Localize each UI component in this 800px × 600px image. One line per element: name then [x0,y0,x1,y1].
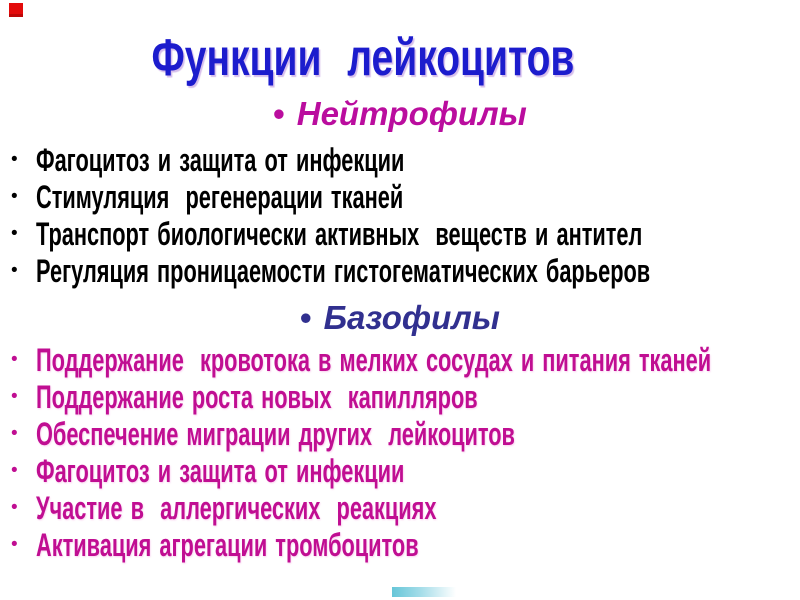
watermark-bar [392,587,456,597]
bullet-icon: • [11,534,18,555]
list-item-text: Поддержание роста новых капилляров [36,378,478,415]
slide-title [0,29,726,87]
list-item-text: Регуляция проницаемости гистогематических барьеров [36,252,651,289]
bullet-icon: • [273,95,285,132]
list-item-text: Транспорт биологически активных веществ и антител [36,215,643,252]
section-heading-text: Базофилы [323,299,500,336]
red-corner-marker [9,3,23,17]
bullet-icon: • [11,186,18,207]
list-item [0,452,800,489]
bullet-icon: • [11,460,18,481]
list-item [0,526,800,563]
list-item-text: Поддержание кровотока в мелких сосудах и питания тканей [36,341,712,378]
list-item-text: Стимуляция регенерации тканей [36,178,404,215]
list-item [0,178,800,215]
bullet-icon: • [11,349,18,370]
list-item [0,141,800,178]
list-item [0,252,800,289]
basophil-functions-list [0,341,800,563]
list-item-text: Фагоцитоз и защита от инфекции [36,141,405,178]
bullet-icon: • [11,423,18,444]
list-item-text: Обеспечение миграции других лейкоцитов [36,415,515,452]
list-item [0,341,800,378]
list-item [0,378,800,415]
bullet-icon: • [300,299,312,336]
bullet-icon: • [11,260,18,281]
bullet-icon: • [11,386,18,407]
section-heading-neutrophils [0,97,800,130]
bullet-icon: • [11,149,18,170]
bullet-icon: • [11,223,18,244]
section-heading-basophils [0,301,800,334]
slide-title-text: Функции лейкоцитов [151,29,575,87]
list-item [0,489,800,526]
list-item-text: Фагоцитоз и защита от инфекции [36,452,405,489]
list-item-text: Активация агрегации тромбоцитов [36,526,419,563]
neutrophil-functions-list [0,141,800,289]
bullet-icon: • [11,497,18,518]
section-heading-text: Нейтрофилы [296,95,527,132]
list-item [0,415,800,452]
list-item [0,215,800,252]
list-item-text: Участие в аллергических реакциях [36,489,437,526]
